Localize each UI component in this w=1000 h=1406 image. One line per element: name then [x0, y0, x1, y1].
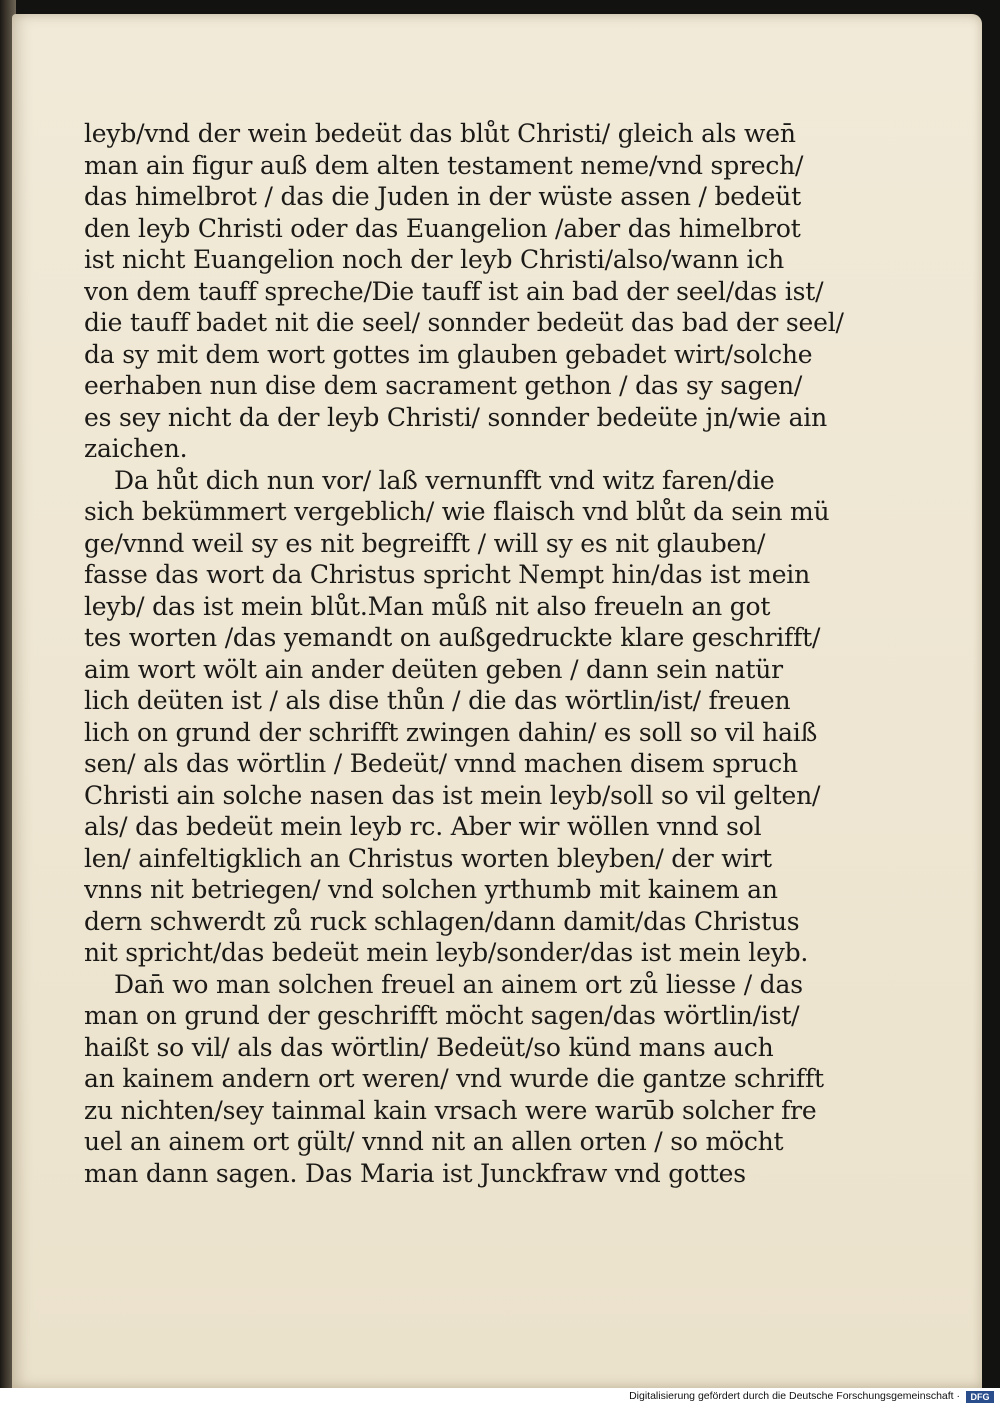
text-line: ge/vnnd weil sy es nit begreifft / will sy es nit glauben/ — [84, 528, 766, 558]
funding-credit: Digitalisierung gefördert durch die Deutsche Forschungsgemeinschaft · — [629, 1390, 960, 1402]
book-page — [12, 14, 982, 1388]
text-line: man ain figur auß dem alten testament neme/vnd sprech/ — [84, 150, 804, 180]
text-line: leyb/vnd der wein bedeüt das blůt Christi/ gleich als wen̄ — [84, 119, 796, 148]
text-line: sich bekümmert vergeblich/ wie flaisch vnd blůt da sein mü — [84, 497, 830, 526]
text-line: leyb/ das ist mein blůt.Man můß nit also freueln an got — [84, 591, 771, 621]
text-line: zu nichten/sey tainmal kain vrsach were warūb solcher fre — [84, 1095, 817, 1125]
text-line: an kainem andern ort weren/ vnd wurde die gantze schrifft — [84, 1064, 824, 1093]
text-line: uel an ainem ort gült/ vnnd nit an allen orten / so möcht — [84, 1127, 784, 1156]
text-line: man dann sagen. Das Maria ist Junckfraw vnd gottes — [84, 1158, 746, 1188]
text-line: lich deüten ist / als dise thůn / die das wörtlin/ist/ freuen — [84, 686, 791, 715]
text-line: nit spricht/das bedeüt mein leyb/sonder/das ist mein leyb. — [84, 938, 809, 967]
text-line: dern schwerdt zů ruck schlagen/dann damit/das Christus — [84, 906, 800, 936]
text-line: als/ das bedeüt mein leyb rc. Aber wir wöllen vnnd sol — [84, 812, 762, 841]
text-line: zaichen. — [84, 434, 188, 463]
text-line: ist nicht Euangelion noch der leyb Christi/also/wann ich — [84, 245, 785, 274]
paragraph-start-line: Dan̄ wo man solchen freuel an ainem ort zů liesse / das — [114, 969, 803, 999]
text-line: tes worten /das yemandt on außgedruckte klare geschrifft/ — [84, 623, 821, 652]
dfg-logo: DFG — [966, 1391, 994, 1403]
text-line: von dem tauff spreche/Die tauff ist ain bad der seel/das ist/ — [84, 276, 824, 306]
text-line: eerhaben nun dise dem sacrament gethon / das sy sagen/ — [84, 371, 803, 400]
text-line: fasse das wort da Christus spricht Nempt hin/das ist mein — [84, 560, 810, 589]
text-line: lich on grund der schrifft zwingen dahin/ es soll so vil haiß — [84, 717, 818, 747]
text-line: da sy mit dem wort gottes im glauben gebadet wirt/solche — [84, 339, 813, 369]
footer-bar — [0, 1388, 1000, 1406]
text-line: das himelbrot / das die Juden in der wüste assen / bedeüt — [84, 182, 802, 211]
text-line: len/ ainfeltigklich an Christus worten bleyben/ der wirt — [84, 843, 772, 873]
main-text-block — [84, 118, 844, 1189]
text-line: die tauff badet nit die seel/ sonnder bedeüt das bad der seel/ — [84, 308, 844, 337]
text-line: es sey nicht da der leyb Christi/ sonnder bedeüte jn/wie ain — [84, 402, 827, 432]
text-line: sen/ als das wörtlin / Bedeüt/ vnnd machen disem spruch — [84, 749, 798, 778]
paragraph-start-line: Da hůt dich nun vor/ laß vernunfft vnd witz faren/die — [114, 465, 775, 495]
text-line: man on grund der geschrifft möcht sagen/das wörtlin/ist/ — [84, 1001, 800, 1030]
text-line: vnns nit betriegen/ vnd solchen yrthumb mit kainem an — [84, 875, 778, 904]
text-line: aim wort wölt ain ander deüten geben / dann sein natür — [84, 654, 783, 684]
text-line: den leyb Christi oder das Euangelion /aber das himelbrot — [84, 213, 801, 243]
text-line: haißt so vil/ als das wörtlin/ Bedeüt/so künd mans auch — [84, 1032, 774, 1062]
text-line: Christi ain solche nasen das ist mein leyb/soll so vil gelten/ — [84, 780, 821, 810]
